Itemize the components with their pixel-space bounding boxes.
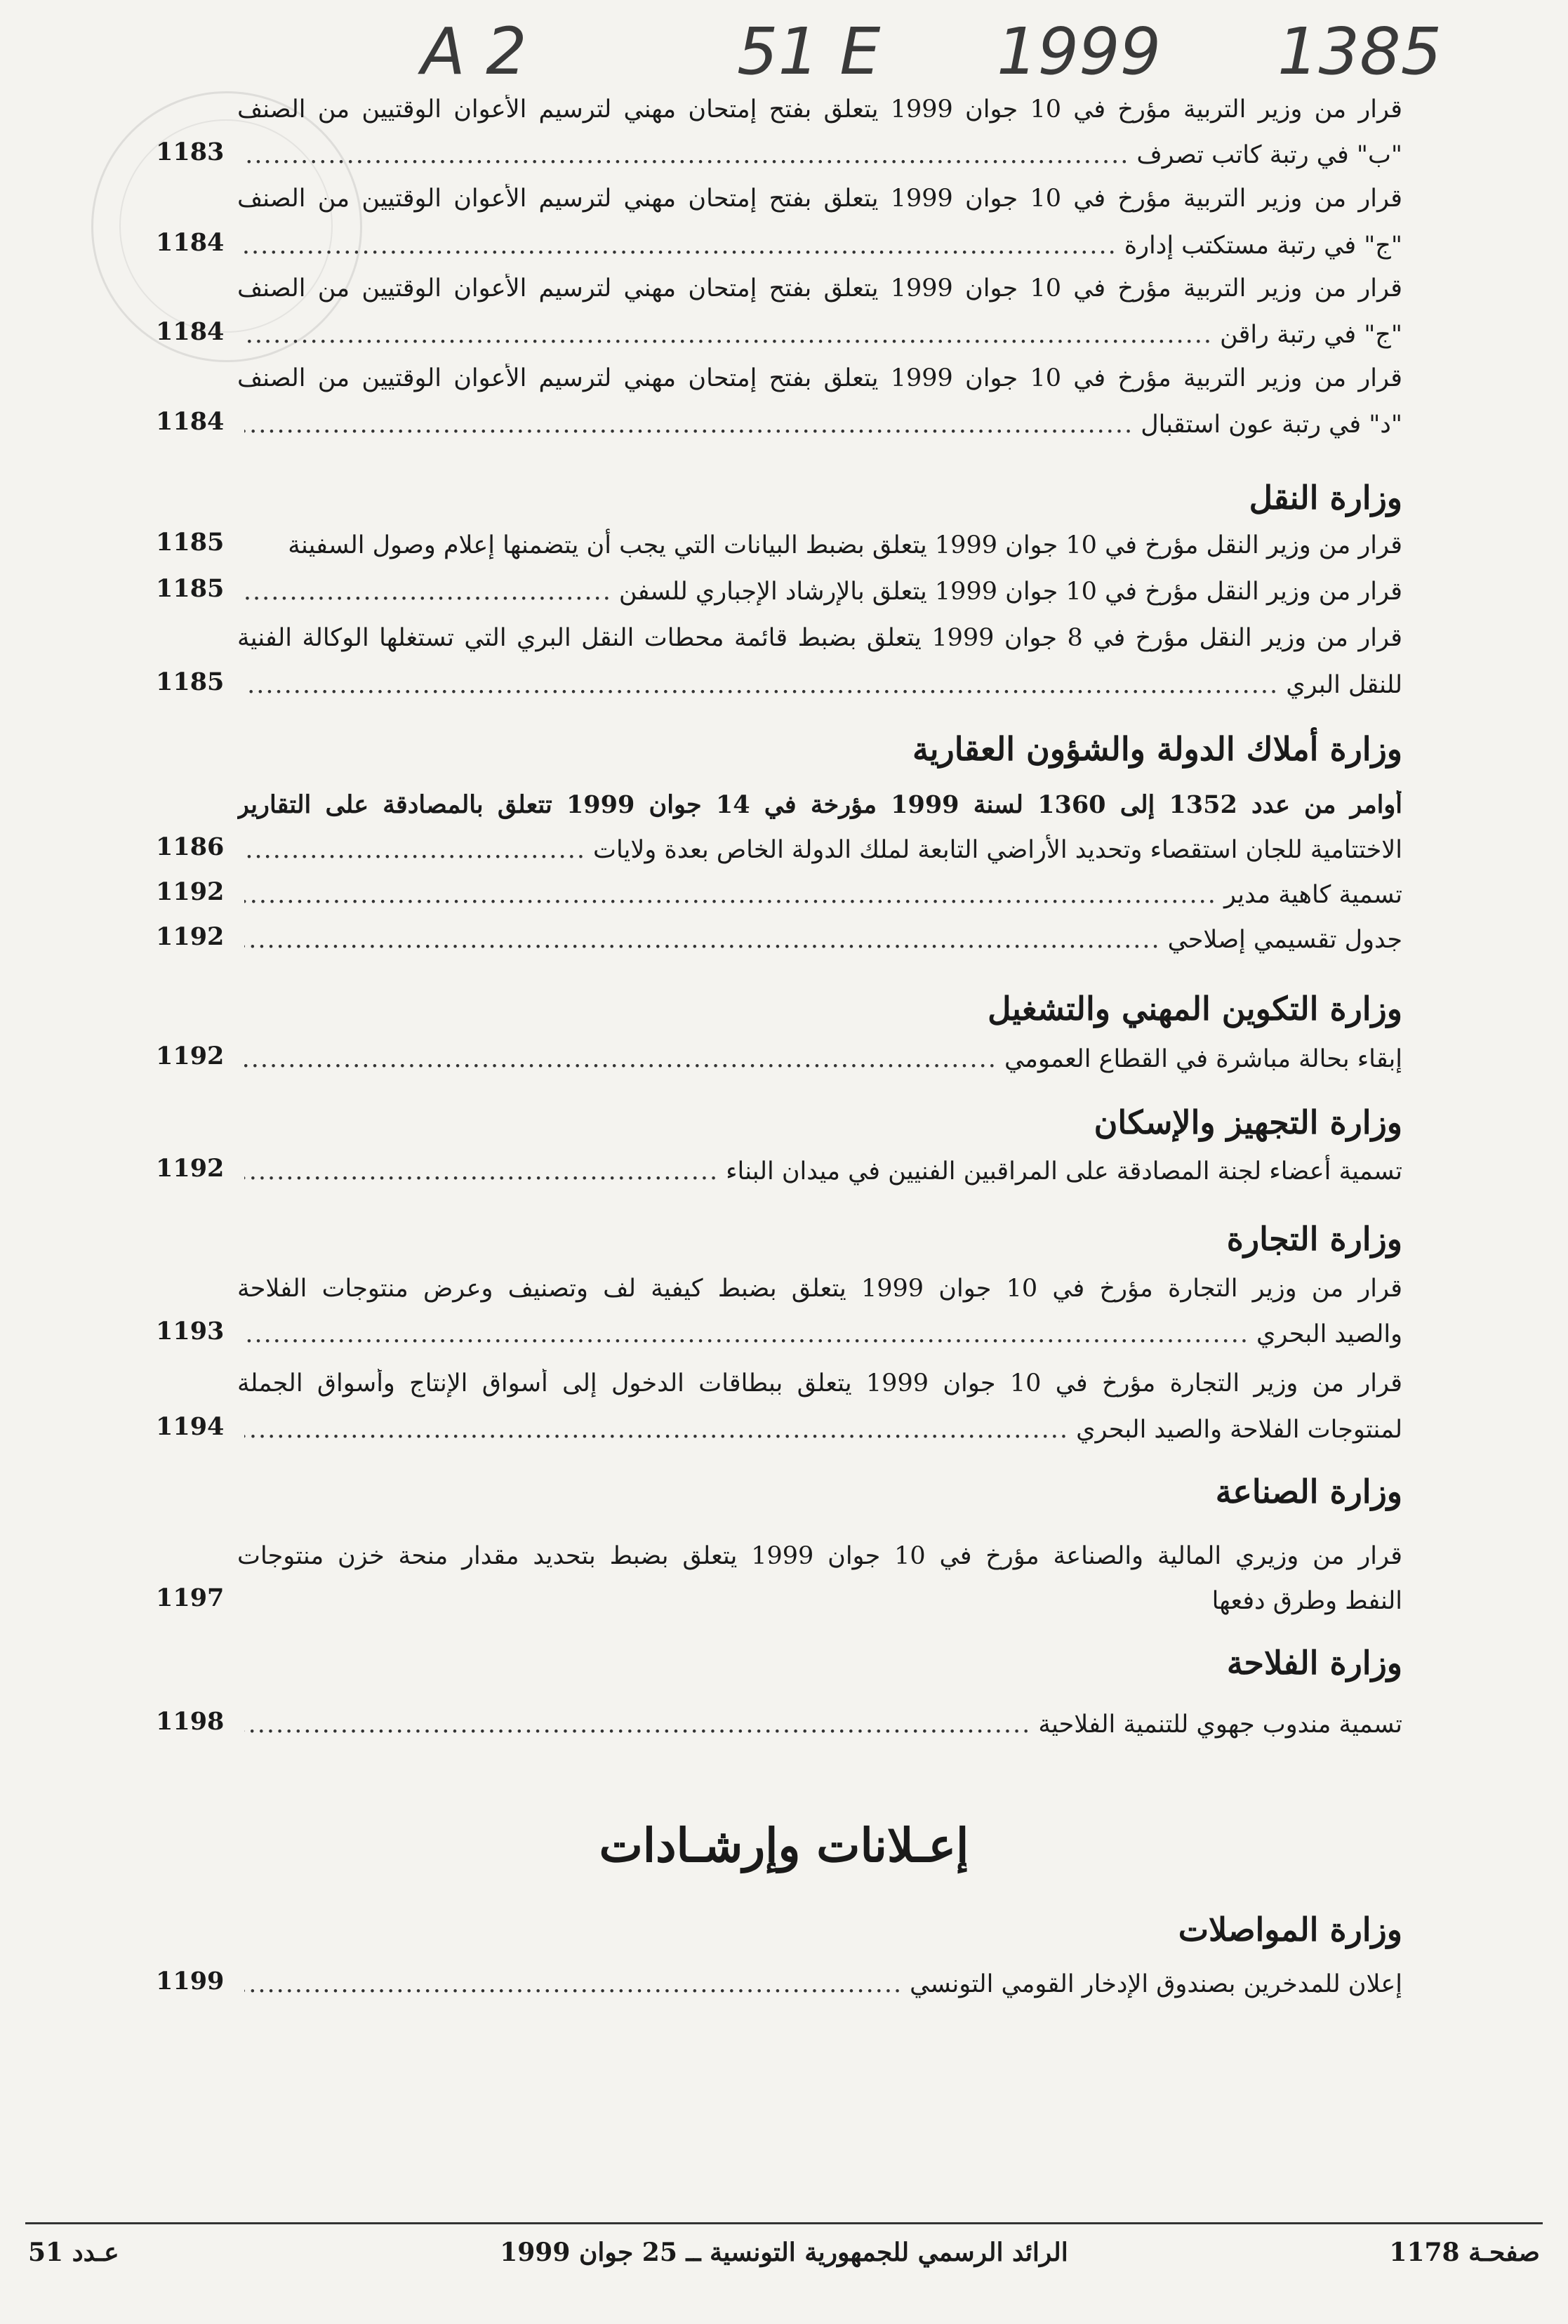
- leader-dots: [244, 1320, 1249, 1349]
- footer-issue-number: عـدد 51: [28, 2238, 119, 2267]
- toc-entry-text: قرار من وزير النقل مؤرخ في 10 جوان 1999 يتعلق بالإرشاد الإجباري للسفن: [618, 578, 1402, 606]
- toc-entry-line: قرار من وزير التربية مؤرخ في 10 جوان 1999 يتعلق بفتح إمتحان مهني لترسيم الأعوان الوقتيين من الصنف: [237, 185, 1402, 213]
- toc-entry-text: لمنتوجات الفلاحة والصيد البحري: [1076, 1416, 1402, 1444]
- toc-entry-text: "ب" في رتبة كاتب تصرف: [1136, 141, 1402, 169]
- toc-entry[interactable]: [237, 880, 1402, 910]
- footer-page-number: صفحـة 1178: [1389, 2238, 1540, 2267]
- handwritten-note-51e: 51 E: [737, 14, 881, 89]
- handwritten-note-a2: A 2: [421, 14, 527, 89]
- leader-dots: [244, 231, 1117, 260]
- leader-dots: [244, 1044, 997, 1074]
- section-heading-agriculture: وزارة الفلاحة: [1226, 1644, 1402, 1682]
- leader-dots: [244, 1157, 719, 1186]
- section-heading-vocational-training: وزارة التكوين المهني والتشغيل: [988, 990, 1402, 1028]
- leader-dots: [244, 410, 1134, 439]
- toc-entry-text: "ج" في رتبة مستكتب إدارة: [1124, 232, 1402, 260]
- toc-entry[interactable]: [237, 835, 1402, 865]
- leader-dots: [244, 1710, 1031, 1739]
- page-number: 1193: [156, 1317, 225, 1346]
- page-number: 1199: [156, 1967, 225, 1996]
- toc-entry[interactable]: [237, 925, 1402, 955]
- section-heading-transport: وزارة النقل: [1249, 479, 1402, 517]
- toc-entry-text: تسمية أعضاء لجنة المصادقة على المراقبين الفنيين في ميدان البناء: [726, 1157, 1402, 1186]
- toc-entry-line: قرار من وزيري المالية والصناعة مؤرخ في 10 جوان 1999 يتعلق بضبط بتحديد مقدار منحة خزن منتوجات: [237, 1542, 1402, 1570]
- toc-entry[interactable]: [237, 1044, 1402, 1074]
- footer-gazette-title: الرائد الرسمي للجمهورية التونسية ــ 25 جوان 1999: [500, 2238, 1068, 2267]
- toc-entry-line: قرار من وزير التجارة مؤرخ في 10 جوان 1999 يتعلق ببطاقات الدخول إلى أسواق الإنتاج وأسواق الجملة: [237, 1369, 1402, 1397]
- toc-entry[interactable]: [237, 577, 1402, 606]
- toc-entry-text: قرار من وزير النقل مؤرخ في 10 جوان 1999 يتعلق بضبط البيانات التي يجب أن يتضمنها إعلام وصول السفينة: [288, 531, 1402, 559]
- toc-entry[interactable]: [237, 1415, 1402, 1445]
- page-number: 1197: [156, 1583, 225, 1612]
- page-number: 1185: [156, 574, 225, 603]
- section-heading-commerce: وزارة التجارة: [1226, 1220, 1402, 1258]
- toc-entry[interactable]: [237, 1157, 1402, 1186]
- leader-dots: [244, 1970, 903, 1999]
- toc-entry-line: قرار من وزير التربية مؤرخ في 10 جوان 1999 يتعلق بفتح إمتحان مهني لترسيم الأعوان الوقتيين من الصنف: [237, 95, 1402, 124]
- toc-entry-text: تسمية كاهية مدير: [1223, 881, 1402, 909]
- leader-dots: [244, 925, 1161, 955]
- toc-entry[interactable]: [237, 410, 1402, 439]
- leader-dots: [244, 1415, 1069, 1445]
- page-number: 1194: [156, 1412, 225, 1441]
- section-heading-state-property: وزارة أملاك الدولة والشؤون العقارية: [912, 730, 1402, 768]
- leader-dots: [244, 835, 586, 865]
- page-number: 1192: [156, 922, 225, 951]
- section-heading-industry: وزارة الصناعة: [1215, 1473, 1402, 1510]
- toc-entry-text: والصيد البحري: [1256, 1320, 1402, 1348]
- toc-entry-text: إبقاء بحالة مباشرة في القطاع العمومي: [1004, 1045, 1402, 1073]
- section-heading-communications: وزارة المواصلات: [1178, 1911, 1402, 1948]
- page-number: 1192: [156, 1042, 225, 1070]
- toc-entry[interactable]: [237, 531, 1402, 560]
- page-number: 1184: [156, 407, 225, 436]
- toc-entry-text: جدول تقسيمي إصلاحي: [1167, 926, 1402, 954]
- toc-entry-text: النفط وطرق دفعها: [1211, 1587, 1402, 1615]
- toc-entry-text: للنقل البري: [1286, 671, 1402, 699]
- toc-entry-line: أوامر من عدد 1352 إلى 1360 لسنة 1999 مؤرخة في 14 جوان 1999 تتعلق بالمصادقة على التقارير: [237, 790, 1402, 819]
- page-number: 1185: [156, 528, 225, 557]
- toc-entry[interactable]: [237, 1320, 1402, 1349]
- leader-dots: [244, 577, 612, 606]
- page-number: 1185: [156, 668, 225, 696]
- toc-entry-line: قرار من وزير التربية مؤرخ في 10 جوان 1999 يتعلق بفتح إمتحان مهني لترسيم الأعوان الوقتيين من الصنف: [237, 274, 1402, 303]
- page-number: 1184: [156, 228, 225, 257]
- toc-entry-text: "د" في رتبة عون استقبال: [1141, 411, 1402, 439]
- announcements-title: إعـلانات وإرشـادات: [599, 1818, 969, 1873]
- toc-entry[interactable]: [237, 140, 1402, 170]
- page-number: 1198: [156, 1707, 225, 1736]
- toc-entry[interactable]: [237, 670, 1402, 700]
- leader-dots: [244, 320, 1213, 350]
- toc-entry[interactable]: [237, 320, 1402, 350]
- toc-entry-line: قرار من وزير التجارة مؤرخ في 10 جوان 1999 يتعلق بضبط كيفية لف وتصنيف وعرض منتوجات الفلاحة: [237, 1275, 1402, 1303]
- toc-entry[interactable]: [237, 1970, 1402, 1999]
- page-number: 1184: [156, 317, 225, 346]
- toc-entry-line: قرار من وزير النقل مؤرخ في 8 جوان 1999 يتعلق بضبط قائمة محطات النقل البري التي تستغلها الوكالة الفنية: [237, 624, 1402, 652]
- handwritten-note-1385: 1385: [1277, 14, 1442, 89]
- footer-rule: [25, 2222, 1543, 2224]
- section-heading-equipment-housing: وزارة التجهيز والإسكان: [1094, 1103, 1402, 1141]
- toc-entry-line: قرار من وزير التربية مؤرخ في 10 جوان 1999 يتعلق بفتح إمتحان مهني لترسيم الأعوان الوقتيين من الصنف: [237, 364, 1402, 392]
- toc-entry[interactable]: [237, 231, 1402, 260]
- toc-entry[interactable]: [237, 1710, 1402, 1739]
- toc-entry-text: تسمية مندوب جهوي للتنمية الفلاحية: [1038, 1711, 1402, 1739]
- leader-dots: [244, 880, 1217, 910]
- toc-entry-text: إعلان للمدخرين بصندوق الإدخار القومي التونسي: [910, 1970, 1402, 1998]
- toc-entry-text: الاختتامية للجان استقصاء وتحديد الأراضي التابعة لملك الدولة الخاص بعدة ولايات: [593, 836, 1402, 864]
- leader-dots: [244, 670, 1279, 700]
- handwritten-note-1999: 1999: [997, 14, 1162, 89]
- toc-entry[interactable]: [237, 1586, 1402, 1616]
- page-number: 1192: [156, 877, 225, 906]
- page-number: 1183: [156, 138, 225, 166]
- leader-dots: [244, 140, 1129, 170]
- toc-entry-text: "ج" في رتبة راقن: [1219, 321, 1402, 349]
- page-number: 1192: [156, 1154, 225, 1183]
- page-number: 1186: [156, 832, 225, 861]
